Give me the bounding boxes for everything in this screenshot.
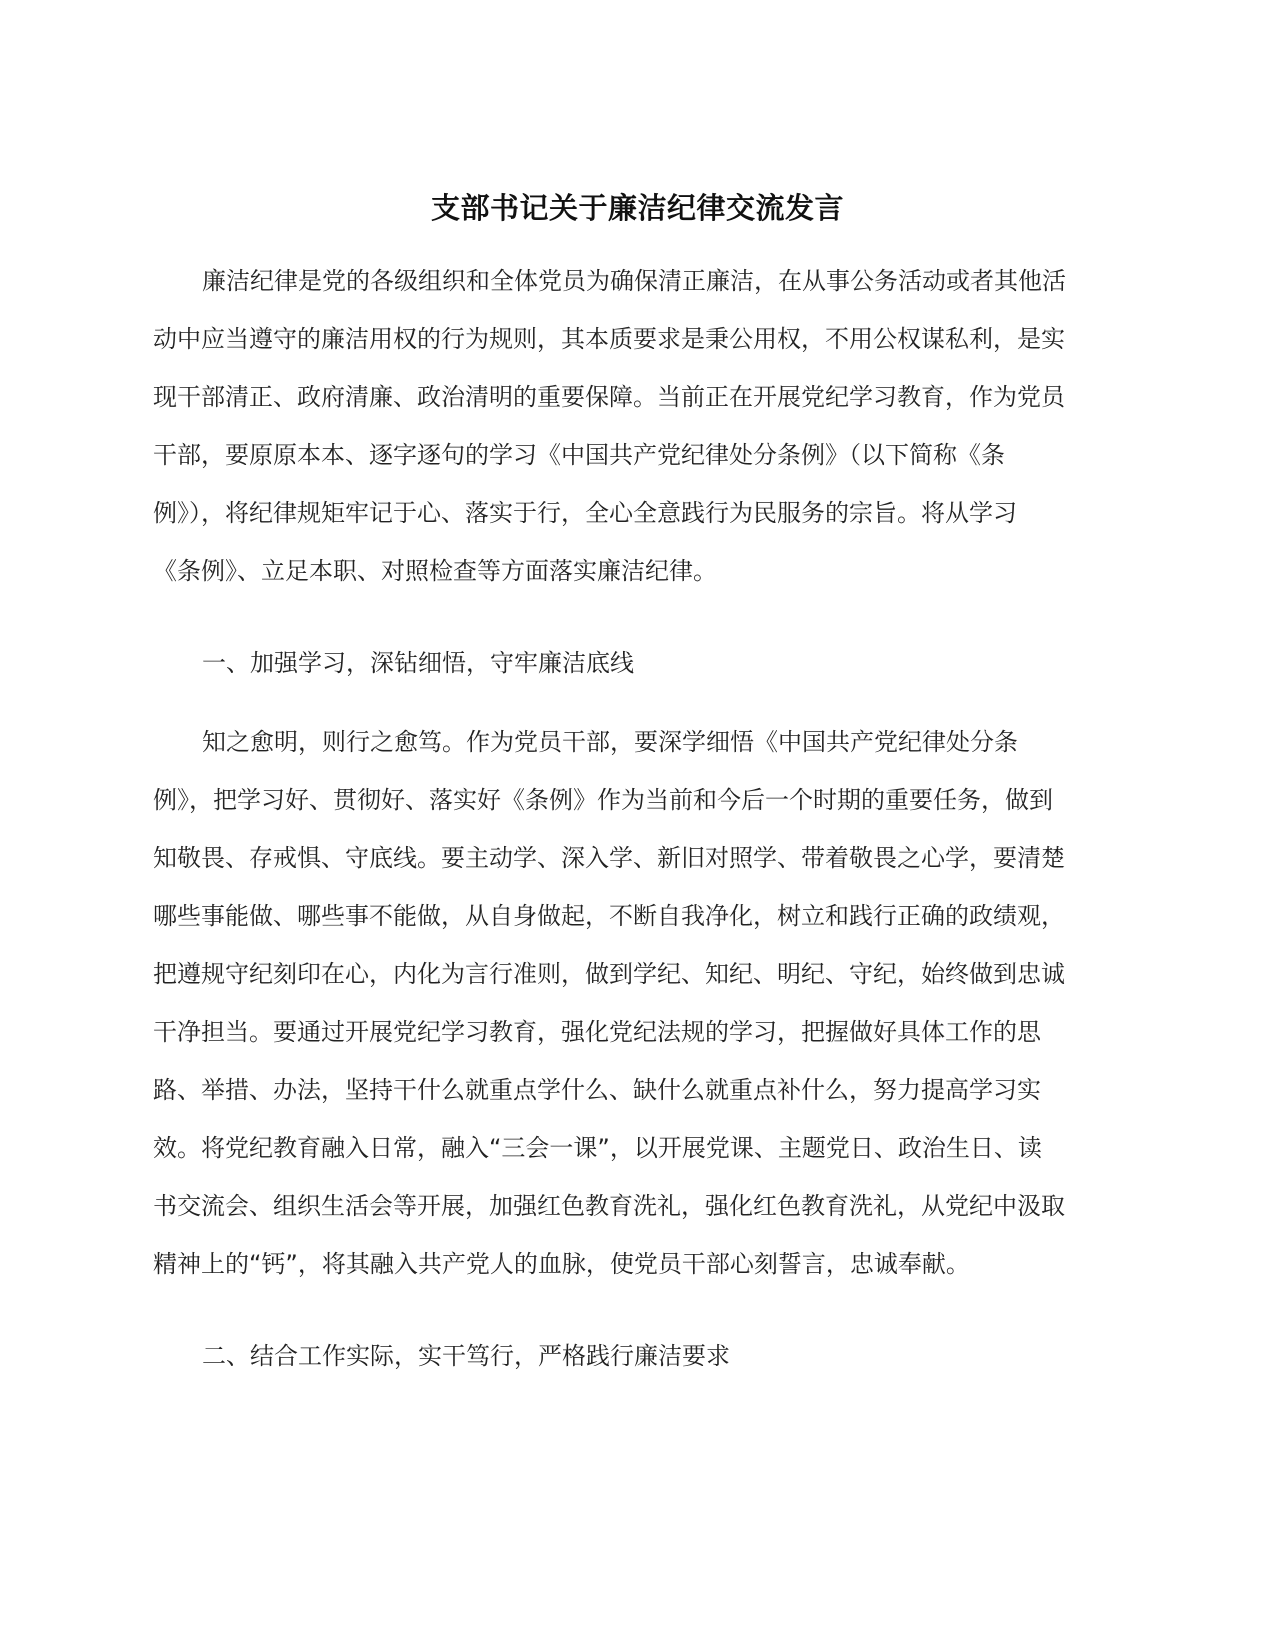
paragraph-line: 哪些事能做、哪些事不能做，从自身做起，不断自我净化，树立和践行正确的政绩观，: [153, 902, 1065, 930]
paragraph-line: 效。将党纪教育融入日常，融入“三会一课”，以开展党课、主题党日、政治生日、读: [153, 1134, 1042, 1162]
paragraph-line: 例》），将纪律规矩牢记于心、落实于行，全心全意践行为民服务的宗旨。将从学习: [153, 499, 1017, 527]
paragraph-intro: [153, 252, 1105, 600]
paragraph-line: 动中应当遵守的廉洁用权的行为规则，其本质要求是秉公用权，不用公权谋私利，是实: [153, 325, 1065, 353]
paragraph-line: 书交流会、组织生活会等开展，加强红色教育洗礼，强化红色教育洗礼，从党纪中汲取: [153, 1192, 1065, 1220]
section-heading-2: 二、结合工作实际，实干笃行，严格践行廉洁要求: [202, 1342, 730, 1370]
paragraph-line: 干净担当。要通过开展党纪学习教育，强化党纪法规的学习，把握做好具体工作的思: [153, 1018, 1041, 1046]
paragraph-line: 知之愈明，则行之愈笃。作为党员干部，要深学细悟《中国共产党纪律处分条: [202, 728, 1018, 756]
paragraph-section-1: [153, 713, 1105, 1293]
section-heading-1: 一、加强学习，深钻细悟，守牢廉洁底线: [202, 649, 634, 677]
document-title: 支部书记关于廉洁纪律交流发言: [430, 191, 844, 225]
paragraph-line: 路、举措、办法，坚持干什么就重点学什么、缺什么就重点补什么，努力提高学习实: [153, 1076, 1041, 1104]
paragraph-line: 把遵规守纪刻印在心，内化为言行准则，做到学纪、知纪、明纪、守纪，始终做到忠诚: [153, 960, 1065, 988]
paragraph-line: 干部，要原原本本、逐字逐句的学习《中国共产党纪律处分条例》（以下简称《条: [153, 441, 1005, 469]
paragraph-line: 知敬畏、存戒惧、守底线。要主动学、深入学、新旧对照学、带着敬畏之心学，要清楚: [153, 844, 1065, 872]
paragraph-line: 现干部清正、政府清廉、政治清明的重要保障。当前正在开展党纪学习教育，作为党员: [153, 383, 1065, 411]
paragraph-line: 《条例》、立足本职、对照检查等方面落实廉洁纪律。: [153, 557, 717, 585]
paragraph-line: 精神上的“钙”，将其融入共产党人的血脉，使党员干部心刻誓言，忠诚奉献。: [153, 1250, 970, 1278]
paragraph-line: 例》，把学习好、贯彻好、落实好《条例》作为当前和今后一个时期的重要任务，做到: [153, 786, 1053, 814]
paragraph-line: 廉洁纪律是党的各级组织和全体党员为确保清正廉洁，在从事公务活动或者其他活: [202, 267, 1066, 295]
